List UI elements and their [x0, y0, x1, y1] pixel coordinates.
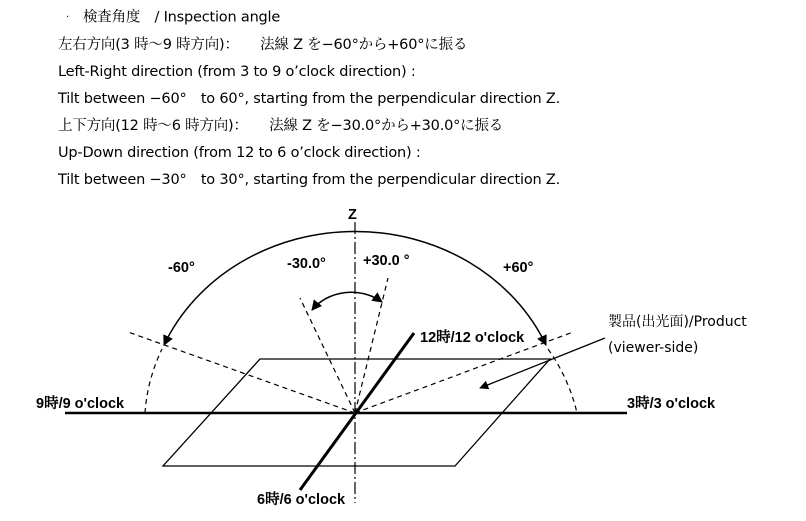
plus60-label: +60° [503, 260, 534, 276]
product-label-line1: 製品(出光面)/Product [608, 314, 747, 330]
lr-direction-jp: 左右方向(3 時〜9 時方向)： 法線 Z を−60°から+60°に振る [58, 36, 468, 53]
twelve-oclock-label: 12時/12 o'clock [420, 330, 525, 346]
ud-direction-jp: 上下方向(12 時〜6 時方向)： 法線 Z を−30.0°から+30.0°に振る [58, 117, 504, 134]
nine-oclock-label: 9時/9 o'clock [36, 396, 125, 412]
six-oclock-label: 6時/6 o'clock [257, 492, 346, 508]
heading-text: 検査角度 / Inspection angle [82, 9, 281, 26]
bullet: · [66, 12, 69, 23]
minus30-label: -30.0° [287, 256, 326, 272]
z-label: Z [348, 207, 357, 223]
three-oclock-label: 3時/3 o'clock [627, 396, 716, 412]
product-label-line2: (viewer-side) [608, 340, 699, 356]
lr-direction-en: Left-Right direction (from 3 to 9 o’clock direction) : [58, 63, 416, 80]
lr-tilt-en: Tilt between −60° to 60°, starting from the perpendicular direction Z. [58, 90, 561, 107]
plus30-label: +30.0 ° [363, 253, 410, 269]
minus60-label: -60° [168, 260, 195, 276]
ud-tilt-en: Tilt between −30° to 30°, starting from the perpendicular direction Z. [58, 171, 561, 188]
inner-arc-30 [312, 292, 382, 310]
ud-direction-en: Up-Down direction (from 12 to 6 o’clock direction) : [58, 144, 421, 161]
outer-arc-left-dashed [145, 349, 162, 413]
minus60-line [128, 332, 355, 413]
